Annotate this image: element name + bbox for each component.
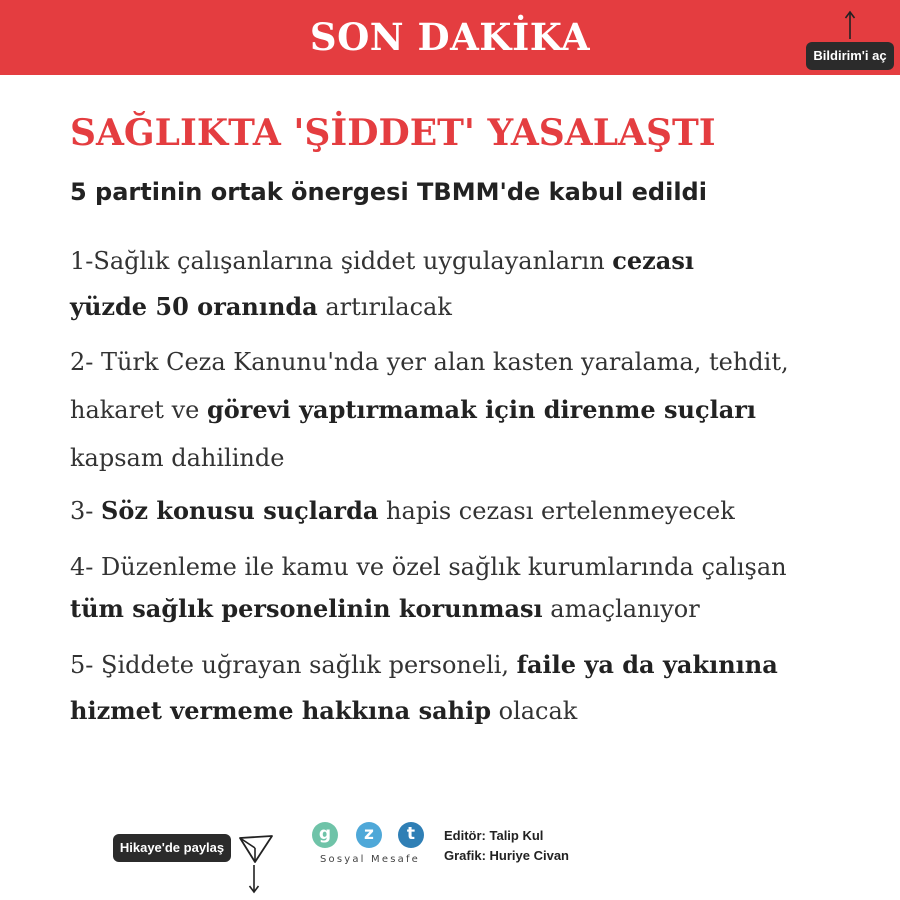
body-text: hakaret ve bbox=[70, 396, 207, 424]
list-item-2 bbox=[70, 338, 860, 482]
list-item-line bbox=[70, 338, 860, 386]
emphasis-text: cezası bbox=[612, 246, 694, 275]
body-text: 4- Düzenleme ile kamu ve özel sağlık kurumlarında çalışan bbox=[70, 553, 787, 581]
share-story-button[interactable]: Hikaye'de paylaş bbox=[113, 834, 231, 862]
list-item-5 bbox=[70, 642, 860, 734]
emphasis-text: görevi yaptırmamak için direnme suçları bbox=[206, 395, 757, 424]
graphic-credit: Grafik: Huriye Civan bbox=[444, 848, 569, 863]
list-item-line bbox=[70, 284, 860, 330]
send-icon[interactable] bbox=[238, 832, 274, 866]
arrow-down-icon bbox=[248, 864, 260, 894]
article-subheadline: 5 partinin ortak önergesi TBMM'de kabul edildi bbox=[70, 178, 707, 206]
list-item-line bbox=[70, 238, 860, 284]
emphasis-text: tüm sağlık personelinin korunması bbox=[70, 594, 543, 623]
body-text: artırılacak bbox=[317, 293, 452, 321]
article-headline: SAĞLIKTA 'ŞİDDET' YASALAŞTI bbox=[70, 112, 716, 154]
body-text: 5- Şiddete uğrayan sağlık personeli, bbox=[70, 651, 517, 679]
logo-letter-z: z bbox=[356, 822, 382, 848]
list-item-line bbox=[70, 546, 860, 588]
list-item-3 bbox=[70, 488, 860, 534]
body-text: kapsam dahilinde bbox=[70, 444, 285, 472]
logo-letter-g: g bbox=[312, 822, 338, 848]
list-item-line bbox=[70, 488, 860, 534]
arrow-up-icon bbox=[844, 10, 856, 40]
body-text: 2- Türk Ceza Kanunu'nda yer alan kasten yaralama, tehdit, bbox=[70, 348, 789, 376]
list-item-line bbox=[70, 588, 860, 630]
emphasis-text: yüzde 50 oranında bbox=[70, 292, 318, 321]
logo-letter-t: t bbox=[398, 822, 424, 848]
breaking-news-title: SON DAKİKA bbox=[309, 15, 591, 59]
editor-credit: Editör: Talip Kul bbox=[444, 828, 544, 843]
emphasis-text: hizmet vermeme hakkına sahip bbox=[70, 696, 491, 725]
notification-control bbox=[806, 10, 894, 70]
body-text: hapis cezası ertelenmeyecek bbox=[378, 497, 735, 525]
credits bbox=[444, 826, 644, 866]
body-text: 1-Sağlık çalışanlarına şiddet uygulayanların bbox=[70, 247, 613, 275]
emphasis-text: Söz konusu suçlarda bbox=[101, 496, 379, 525]
list-item-line bbox=[70, 386, 860, 434]
list-item-4 bbox=[70, 546, 860, 630]
list-item-line bbox=[70, 642, 860, 688]
gzt-logo bbox=[308, 822, 432, 870]
emphasis-text: faile ya da yakınına bbox=[516, 650, 778, 679]
logo-caption: Sosyal Mesafe bbox=[319, 854, 421, 865]
body-text: 3- bbox=[70, 497, 102, 525]
body-text: olacak bbox=[490, 697, 578, 725]
list-item-1 bbox=[70, 238, 860, 330]
enable-notification-button[interactable]: Bildirim'i aç bbox=[806, 42, 894, 70]
list-item-line bbox=[70, 434, 860, 482]
body-text: amaçlanıyor bbox=[542, 595, 700, 623]
breaking-news-bar bbox=[0, 0, 900, 75]
list-item-line bbox=[70, 688, 860, 734]
